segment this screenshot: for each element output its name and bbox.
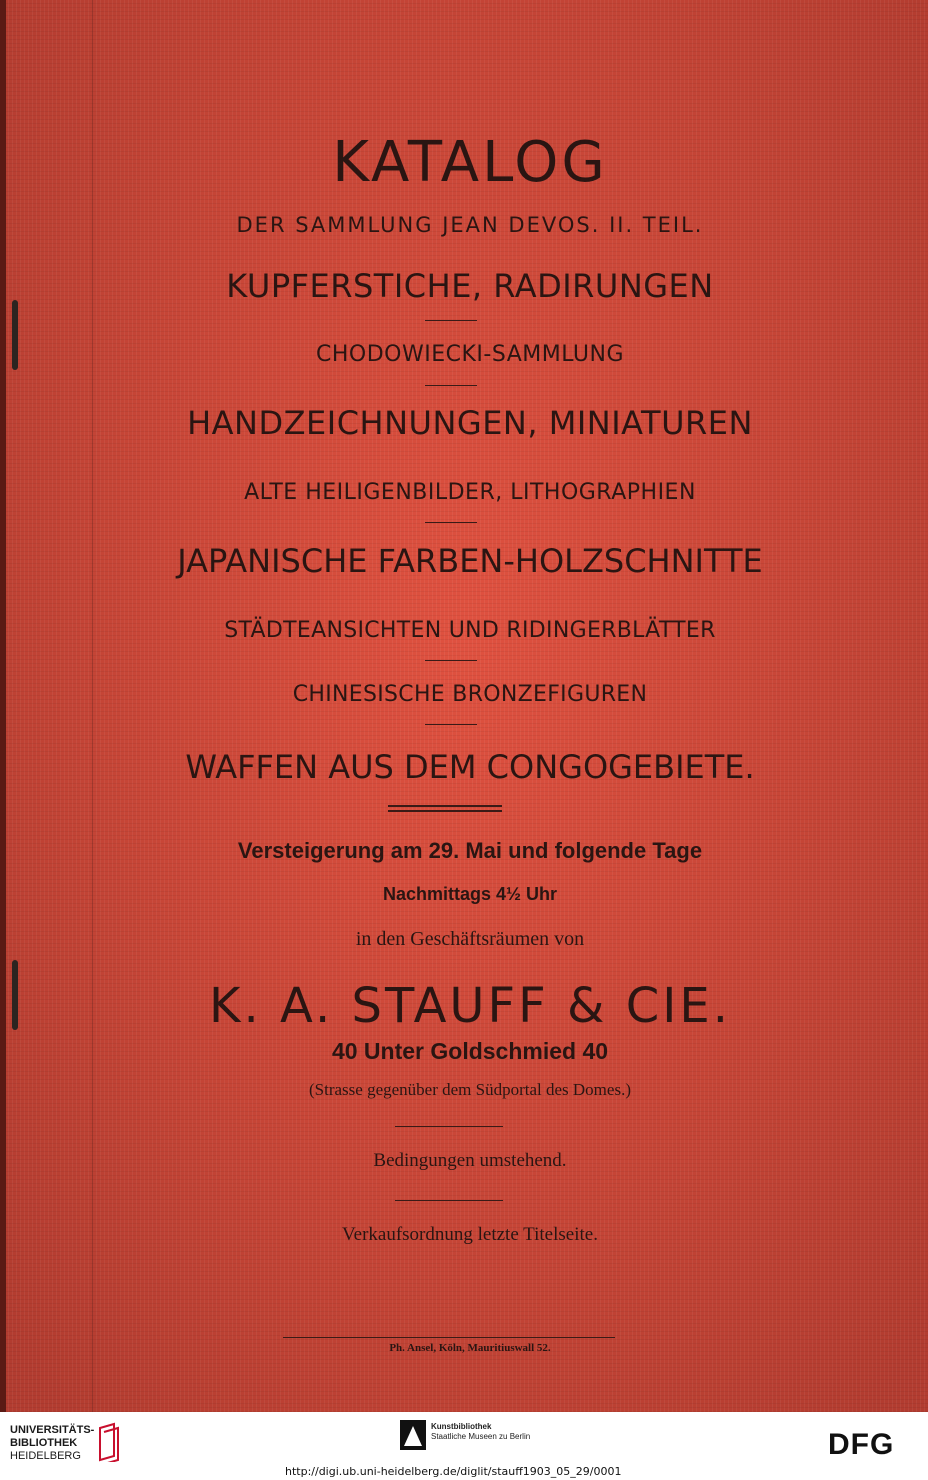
divider (425, 724, 477, 725)
divider (395, 1200, 503, 1201)
auction-date: Versteigerung am 29. Mai und folgende Tage (237, 838, 703, 863)
kunstbibliothek-icon (400, 1420, 426, 1450)
section-kupferstiche: KUPFERSTICHE, RADIRUNGEN (226, 267, 714, 305)
section-chinesische: CHINESISCHE BRONZEFIGUREN (292, 682, 648, 707)
address-note: (Strasse gegenüber dem Südportal des Domes.) (309, 1080, 631, 1099)
kunstbibliothek-logo[interactable] (431, 1422, 530, 1442)
ub-book-icon (96, 1422, 122, 1462)
firm-name: K. A. STAUFF & CIE. (209, 978, 731, 1034)
section-heiligenbilder: ALTE HEILIGENBILDER, LITHOGRAPHIEN (244, 480, 696, 505)
printer-imprint: Ph. Ansel, Köln, Mauritiuswall 52. (389, 1342, 551, 1354)
staple-top (12, 300, 18, 370)
double-divider-bottom (388, 810, 502, 812)
divider (395, 1126, 503, 1127)
page-url[interactable]: http://digi.ub.uni-heidelberg.de/diglit/stauff1903_05_29/0001 (285, 1465, 622, 1478)
divider (425, 385, 477, 386)
dfg-logo[interactable]: DFG (828, 1428, 895, 1461)
section-handzeichnungen: HANDZEICHNUNGEN, MINIATUREN (187, 404, 753, 442)
firm-address: 40 Unter Goldschmied 40 (331, 1038, 609, 1064)
staple-bottom (12, 960, 18, 1030)
kb-logo-line: Kunstbibliothek (431, 1422, 492, 1431)
cover-edge (0, 0, 6, 1412)
divider (425, 522, 477, 523)
conditions-note: Bedingungen umstehend. (373, 1150, 567, 1171)
auction-venue-intro: in den Geschäftsräumen von (355, 928, 585, 950)
collection-line: DER SAMMLUNG JEAN DEVOS. II. TEIL. (236, 213, 704, 237)
section-japanische: JAPANISCHE FARBEN-HOLZSCHNITTE (177, 542, 763, 580)
ub-logo-line: HEIDELBERG (10, 1450, 81, 1462)
ub-logo-line: UNIVERSITÄTS- (10, 1424, 95, 1436)
double-divider-top (388, 805, 502, 807)
sales-order-note: Verkaufsordnung letzte Titelseite. (342, 1224, 598, 1245)
ub-logo-line: BIBLIOTHEK (10, 1437, 78, 1449)
printer-rule (283, 1337, 615, 1338)
section-chodowiecki: CHODOWIECKI-SAMMLUNG (316, 342, 624, 367)
section-staedteansichten: STÄDTEANSICHTEN UND RIDINGERBLÄTTER (224, 618, 716, 643)
section-waffen: WAFFEN AUS DEM CONGOGEBIETE. (185, 748, 755, 786)
cover-title: KATALOG (332, 130, 608, 195)
divider (425, 320, 477, 321)
kb-logo-line: Staatliche Museen zu Berlin (431, 1432, 531, 1441)
auction-time: Nachmittags 4½ Uhr (382, 884, 558, 904)
divider (425, 660, 477, 661)
